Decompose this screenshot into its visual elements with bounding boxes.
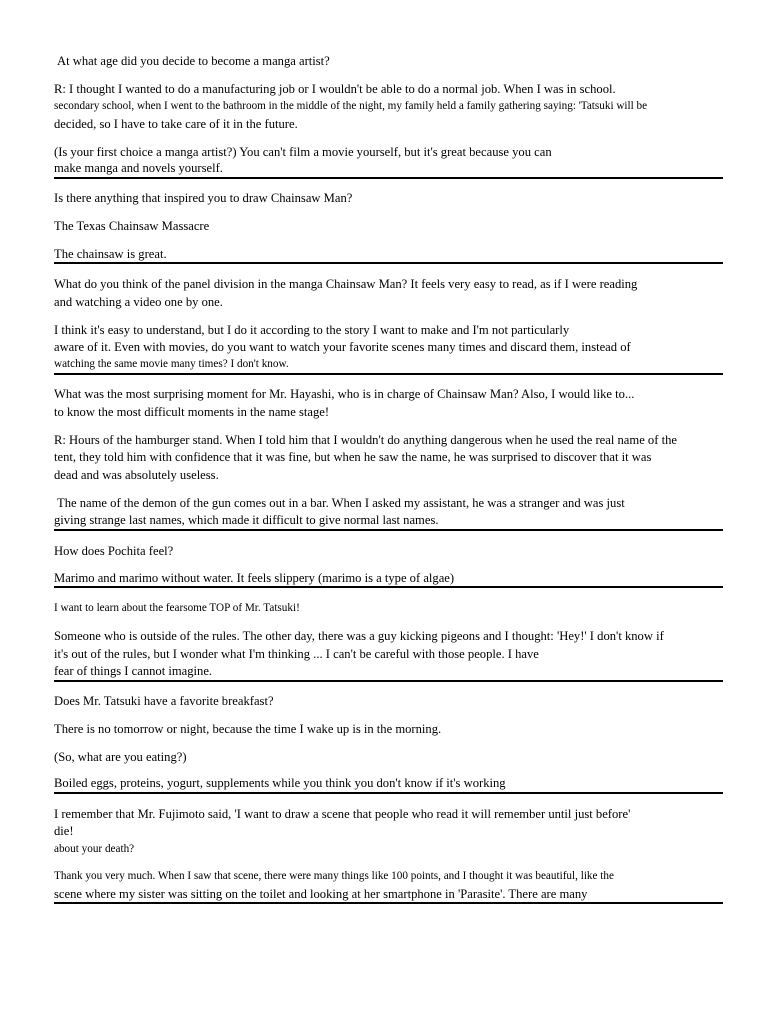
question-text: What was the most surprising moment for Mr. Hayashi, who is in charge of Chainsaw Man? Also, I would like to... <box>54 387 635 401</box>
answer-text: The Texas Chainsaw Massacre <box>54 219 210 233</box>
question-text: What do you think of the panel division in the manga Chainsaw Man? It feels very easy to read, as if I were reading <box>54 277 638 291</box>
section-divider <box>54 529 723 531</box>
answer-text: it's out of the rules, but I wonder what I'm thinking ... I can't be careful with those people. I have <box>54 647 539 661</box>
question-text: Is there anything that inspired you to draw Chainsaw Man? <box>54 191 353 205</box>
answer-text: scene where my sister was sitting on the toilet and looking at her smartphone in 'Parasite'. There are many <box>54 887 588 901</box>
question-text: and watching a video one by one. <box>54 295 223 309</box>
section-divider <box>54 586 723 588</box>
question-text: to know the most difficult moments in the name stage! <box>54 405 330 419</box>
answer-text: secondary school, when I went to the bathroom in the middle of the night, my family held a family gathering saying: 'Tatsuki will be <box>54 100 648 112</box>
answer-text: Marimo and marimo without water. It feels slippery (marimo is a type of algae) <box>54 571 455 585</box>
answer-text: The name of the demon of the gun comes out in a bar. When I asked my assistant, he was a stranger and was just <box>57 496 625 510</box>
answer-text: aware of it. Even with movies, do you want to watch your favorite scenes many times and discard them, instead of <box>54 340 631 354</box>
answer-text: fear of things I cannot imagine. <box>54 664 213 678</box>
answer-text: I think it's easy to understand, but I do it according to the story I want to make and I'm not particularly <box>54 323 570 337</box>
section-divider <box>54 792 723 794</box>
question-text: I want to learn about the fearsome TOP of Mr. Tatsuki! <box>54 602 300 614</box>
answer-text: tent, they told him with confidence that it was fine, but when he saw the name, he was surprised to discover that it was <box>54 450 652 464</box>
answer-text: decided, so I have to take care of it in the future. <box>54 117 298 131</box>
answer-text: Boiled eggs, proteins, yogurt, supplements while you think you don't know if it's working <box>54 776 506 790</box>
answer-text: R: I thought I wanted to do a manufacturing job or I wouldn't be able to do a normal job. When I was in school. <box>54 82 616 96</box>
answer-text: make manga and novels yourself. <box>54 161 223 175</box>
section-divider <box>54 680 723 682</box>
section-divider <box>54 177 723 179</box>
answer-text: watching the same movie many times? I don't know. <box>54 358 289 370</box>
question-text: Does Mr. Tatsuki have a favorite breakfast? <box>54 694 274 708</box>
question-text: I remember that Mr. Fujimoto said, 'I want to draw a scene that people who read it will remember until just before' <box>54 807 631 821</box>
answer-text: giving strange last names, which made it difficult to give normal last names. <box>54 513 439 527</box>
answer-text: dead and was absolutely useless. <box>54 468 219 482</box>
answer-text: Thank you very much. When I saw that scene, there were many things like 100 points, and I thought it was beautiful, like the <box>54 870 614 882</box>
question-text: At what age did you decide to become a manga artist? <box>57 54 330 68</box>
question-text: die! <box>54 824 74 838</box>
section-divider <box>54 262 723 264</box>
section-divider <box>54 902 723 904</box>
answer-text: The chainsaw is great. <box>54 247 167 261</box>
answer-text: R: Hours of the hamburger stand. When I told him that I wouldn't do anything dangerous when he used the real name of the <box>54 433 677 447</box>
answer-text: There is no tomorrow or night, because the time I wake up is in the morning. <box>54 722 442 736</box>
question-text: about your death? <box>54 843 135 855</box>
answer-text: (Is your first choice a manga artist?) You can't film a movie yourself, but it's great because you can <box>54 145 552 159</box>
question-text: (So, what are you eating?) <box>54 750 187 764</box>
section-divider <box>54 373 723 375</box>
question-text: How does Pochita feel? <box>54 544 174 558</box>
answer-text: Someone who is outside of the rules. The other day, there was a guy kicking pigeons and I thought: 'Hey!' I don't know if <box>54 629 664 643</box>
